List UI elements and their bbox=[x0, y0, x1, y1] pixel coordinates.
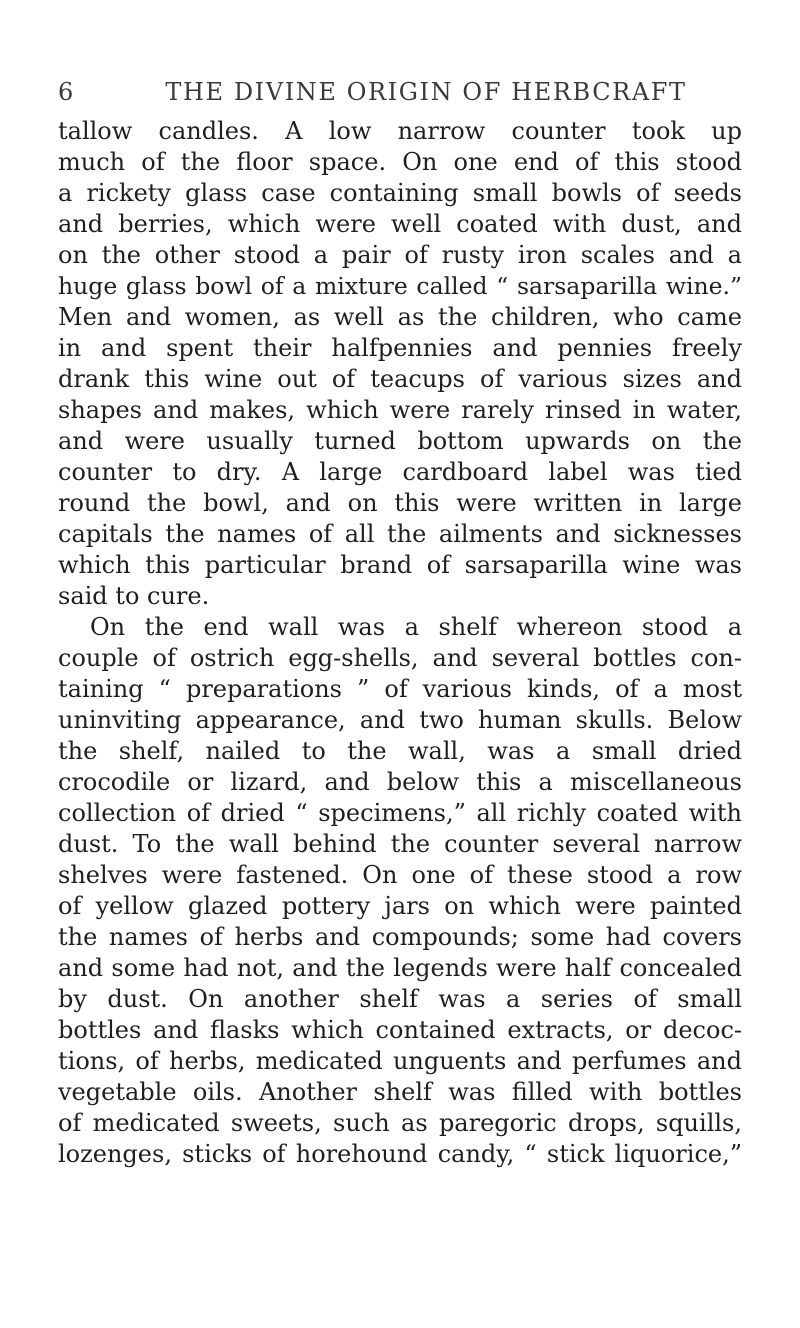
text-line: the shelf, nailed to the wall, was a small dried bbox=[58, 737, 742, 765]
text-line: round the bowl, and on this were written in large bbox=[58, 489, 742, 517]
text-line: and were usually turned bottom upwards on the bbox=[58, 427, 742, 455]
text-line: of yellow glazed pottery jars on which were painted bbox=[58, 892, 742, 920]
text-line: counter to dry. A large cardboard label was tied bbox=[58, 458, 742, 486]
text-line: bottles and flasks which contained extracts, or decoc- bbox=[58, 1016, 742, 1044]
text-line: drank this wine out of teacups of various sizes and bbox=[58, 365, 742, 393]
text-line: on the other stood a pair of rusty iron scales and a bbox=[58, 241, 742, 269]
text-line: and berries, which were well coated with dust, and bbox=[58, 210, 742, 238]
text-line: couple of ostrich egg-shells, and several bottles con- bbox=[58, 644, 742, 672]
text-line: uninviting appearance, and two human skulls. Below bbox=[58, 706, 742, 734]
text-line: which this particular brand of sarsaparilla wine was bbox=[58, 551, 742, 579]
text-line: tions, of herbs, medicated unguents and perfumes and bbox=[58, 1047, 742, 1075]
text-line: much of the floor space. On one end of this stood bbox=[58, 148, 742, 176]
text-line: lozenges, sticks of horehound candy, “ stick liquorice,” bbox=[58, 1140, 742, 1168]
text-line: vegetable oils. Another shelf was filled with bottles bbox=[58, 1078, 742, 1106]
text-line: shapes and makes, which were rarely rinsed in water, bbox=[58, 396, 742, 424]
text-line: the names of herbs and compounds; some had covers bbox=[58, 923, 742, 951]
text-line: and some had not, and the legends were half concealed bbox=[58, 954, 742, 982]
text-line: capitals the names of all the ailments and sicknesses bbox=[58, 520, 742, 548]
text-line: a rickety glass case containing small bowls of seeds bbox=[58, 179, 742, 207]
text-line: Men and women, as well as the children, who came bbox=[58, 303, 742, 331]
text-line: dust. To the wall behind the counter several narrow bbox=[58, 830, 742, 858]
text-line: collection of dried “ specimens,” all richly coated with bbox=[58, 799, 742, 827]
text-line: shelves were fastened. On one of these stood a row bbox=[58, 861, 742, 889]
text-line: in and spent their halfpennies and pennies freely bbox=[58, 334, 742, 362]
page-number: 6 bbox=[58, 78, 75, 106]
text-line: by dust. On another shelf was a series of small bbox=[58, 985, 742, 1013]
text-line: crocodile or lizard, and below this a miscellaneous bbox=[58, 768, 742, 796]
text-line: tallow candles. A low narrow counter took up bbox=[58, 117, 742, 145]
running-head: THE DIVINE ORIGIN OF HERBCRAFT bbox=[165, 78, 687, 106]
text-line: On the end wall was a shelf whereon stood a bbox=[90, 613, 742, 641]
text-line: said to cure. bbox=[58, 582, 210, 610]
text-line: taining “ preparations ” of various kinds, of a most bbox=[58, 675, 742, 703]
text-line: huge glass bowl of a mixture called “ sarsaparilla wine.” bbox=[58, 272, 742, 300]
body-text bbox=[58, 116, 742, 1170]
text-line: of medicated sweets, such as paregoric drops, squills, bbox=[58, 1109, 742, 1137]
page-header bbox=[58, 78, 742, 118]
